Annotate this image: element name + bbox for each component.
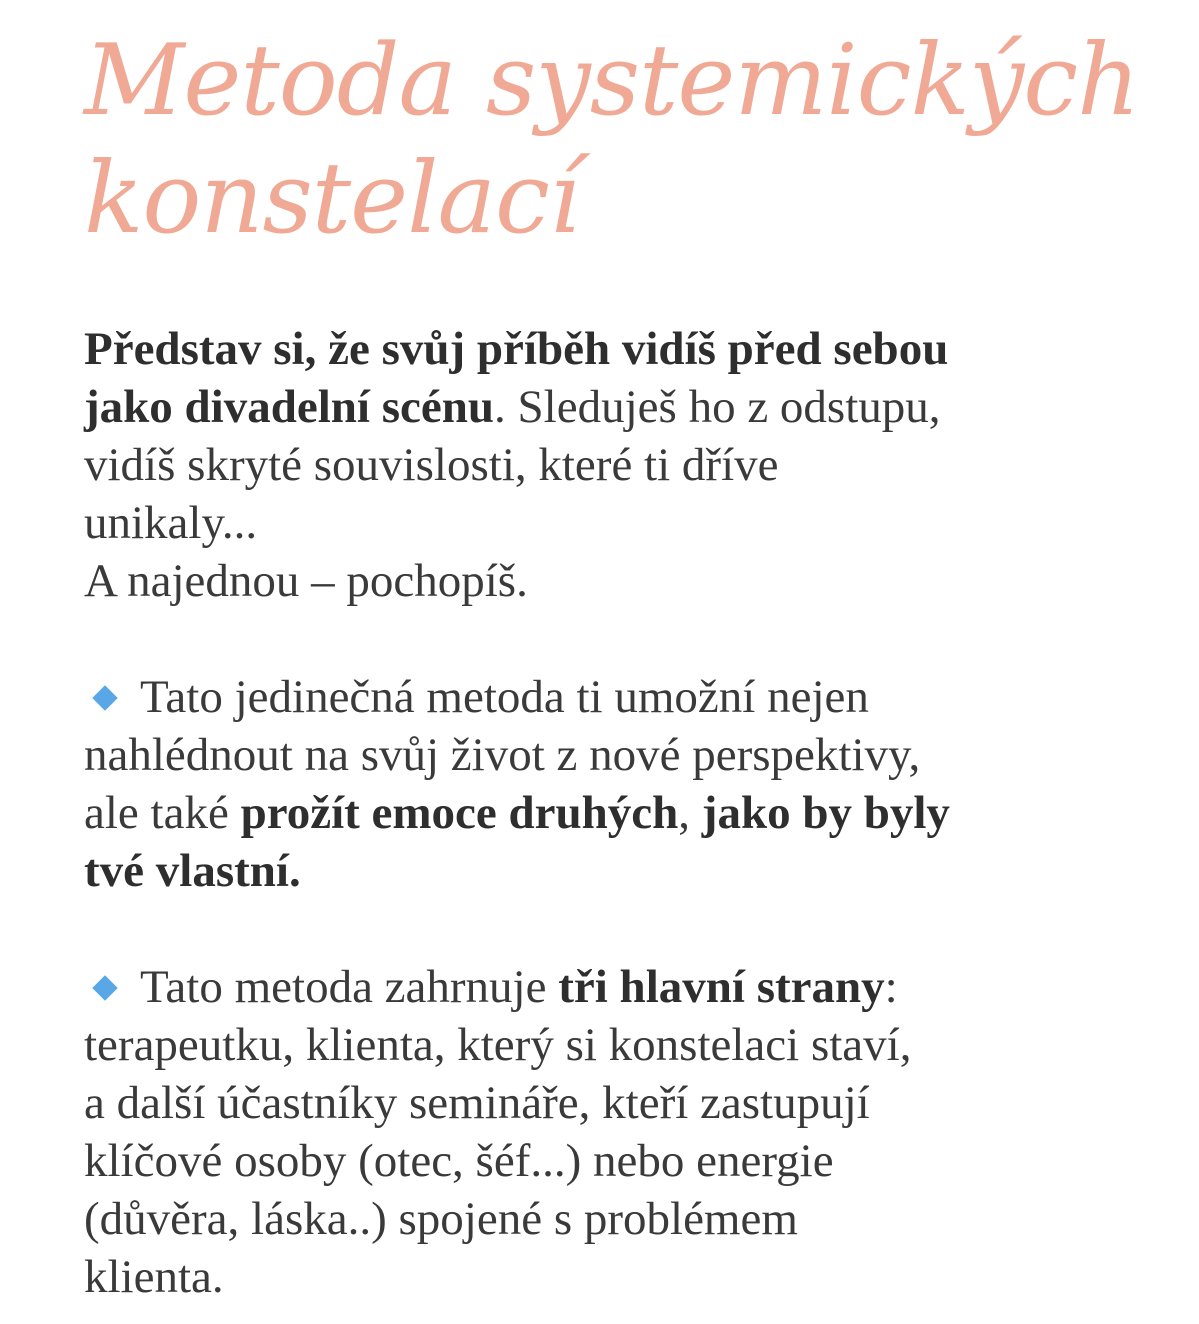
intro-line-4: unikaly... xyxy=(84,497,258,549)
para2-line-2: terapeutku, klienta, který si konstelaci staví, xyxy=(84,1019,912,1071)
para1-line-3 xyxy=(84,784,1124,842)
para1-text-3a: ale také xyxy=(84,787,241,839)
para1-text-1: Tato jedinečná metoda ti umožní nejen xyxy=(140,671,869,723)
intro-line-2 xyxy=(84,378,1124,436)
intro-line-5: A najednou – pochopíš. xyxy=(84,555,528,607)
para1-bold-3d: jako by byly xyxy=(701,787,950,839)
para2-line-6: klienta. xyxy=(84,1251,224,1303)
para2-text-1a: Tato metoda zahrnuje xyxy=(140,961,559,1013)
para1-text-3c: , xyxy=(678,787,702,839)
para2-line-4: klíčové osoby (otec, šéf...) nebo energie xyxy=(84,1135,834,1187)
blue-diamond-icon xyxy=(92,975,117,1000)
para1-line-2: nahlédnout na svůj život z nové perspektivy, xyxy=(84,729,921,781)
para2-line-1 xyxy=(84,958,1124,1016)
paragraph-method xyxy=(84,668,1124,900)
para2-bold-1b: tři hlavní strany xyxy=(558,961,885,1013)
para2-line-5: (důvěra, láska..) spojené s problémem xyxy=(84,1193,798,1245)
para1-bold-3b: prožít emoce druhých xyxy=(240,787,679,839)
para1-line-1 xyxy=(84,668,1124,726)
intro-paragraph xyxy=(84,320,1124,610)
para1-line-4 xyxy=(84,842,1124,900)
intro-bold-2: jako divadelní scénu xyxy=(84,381,495,433)
content xyxy=(84,0,1140,1306)
title-line-2: konstelací xyxy=(84,142,580,256)
intro-text-1: . Sleduješ ho z odstupu, xyxy=(494,381,941,433)
title-line-1: Metoda systemických xyxy=(84,24,1140,138)
intro-bold-1: Představ si, že svůj příběh vidíš před sebou xyxy=(84,323,949,375)
intro-line-1 xyxy=(84,320,1124,378)
intro-line-3: vidíš skryté souvislosti, které ti dříve xyxy=(84,439,779,491)
page-title xyxy=(84,0,1140,258)
paragraph-sides xyxy=(84,958,1124,1306)
blue-diamond-icon xyxy=(92,685,117,710)
para2-text-1c: : xyxy=(884,961,898,1013)
para1-bold-4: tvé vlastní. xyxy=(84,845,301,897)
para2-line-3: a další účastníky semináře, kteří zastupují xyxy=(84,1077,870,1129)
